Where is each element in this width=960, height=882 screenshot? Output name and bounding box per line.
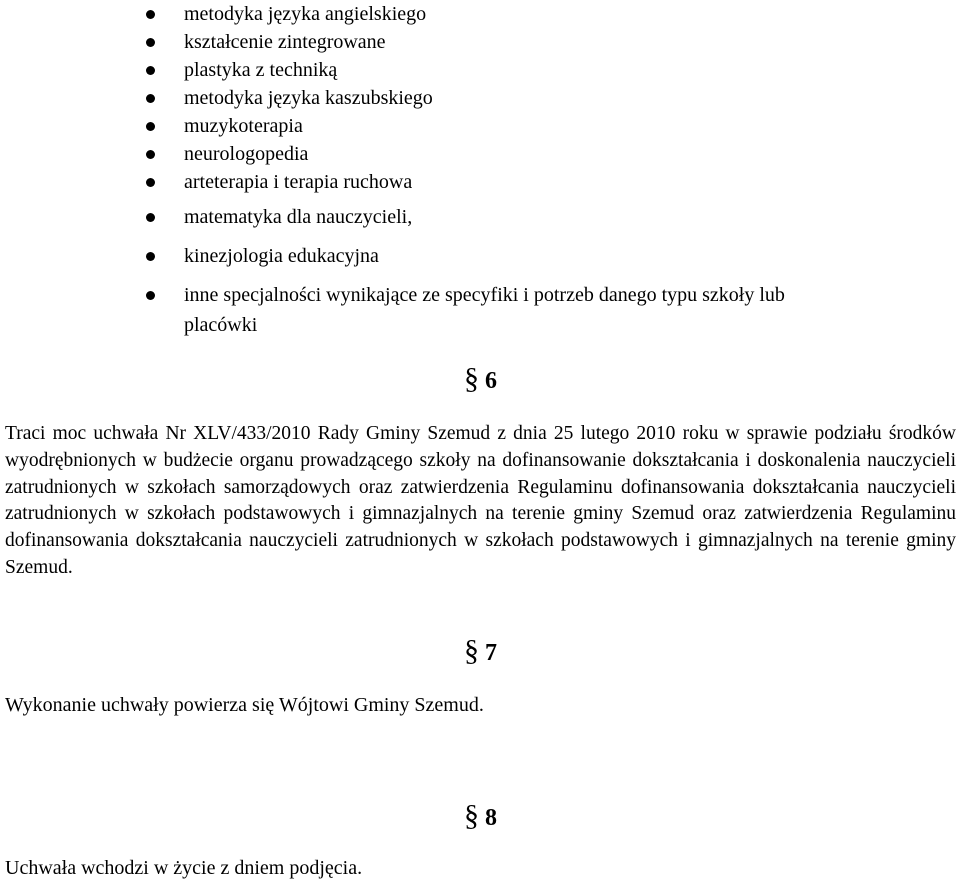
bullet-icon [146,66,155,75]
list-item: neurologopedia [184,143,309,165]
bullet-icon [146,150,155,159]
section-number: 8 [485,805,497,831]
list-item: inne specjalności wynikające ze specyfiki i potrzeb danego typu szkoły lub [184,284,785,306]
list-item: matematyka dla nauczycieli, [184,206,413,228]
bullet-icon [146,291,155,300]
paragraph-section-7: Wykonanie uchwały powierza się Wójtowi Gminy Szemud. [5,694,484,716]
bullet-icon [146,122,155,131]
section-sign: § [464,362,479,395]
bullet-icon [146,38,155,47]
list-item: metodyka języka angielskiego [184,3,427,25]
bullet-icon [146,213,155,222]
section-heading-7 [464,634,497,668]
section-sign: § [464,634,479,667]
list-item: arteterapia i terapia ruchowa [184,171,413,193]
bullet-icon [146,94,155,103]
list-item-continuation: placówki [184,314,258,336]
section-number: 7 [485,640,497,666]
bullet-icon [146,10,155,19]
section-sign: § [464,799,479,832]
paragraph-section-8: Uchwała wchodzi w życie z dniem podjęcia. [5,857,363,879]
section-heading-8 [464,799,497,833]
list-item: kinezjologia edukacyjna [184,245,379,267]
list-item: plastyka z techniką [184,59,338,81]
list-item: kształcenie zintegrowane [184,31,386,53]
paragraph-section-6: Traci moc uchwała Nr XLV/433/2010 Rady Gminy Szemud z dnia 25 lutego 2010 roku w sprawie podziału środków wyodrębnionych w budżecie organu prowadzącego szkoły na dofinansowanie dokształcania i doskonalenia nauczycieli zatrudnionych w szkołach samorządowych oraz zatwierdzenia Regulaminu dofinansowania dokształcania nauczycieli zatrudnionych w szkołach podstawowych i gimnazjalnych na terenie gminy Szemud oraz zatwierdzenia Regulaminu dofinansowania dokształcania nauczycieli zatrudnionych w szkołach podstawowych i gimnazjalnych na terenie gminy Szemud. [5,423,956,578]
section-heading-6 [464,362,497,396]
section-number: 6 [485,368,497,394]
list-item: muzykoterapia [184,115,303,137]
list-item: metodyka języka kaszubskiego [184,87,433,109]
bullet-icon [146,252,155,261]
bullet-icon [146,178,155,187]
